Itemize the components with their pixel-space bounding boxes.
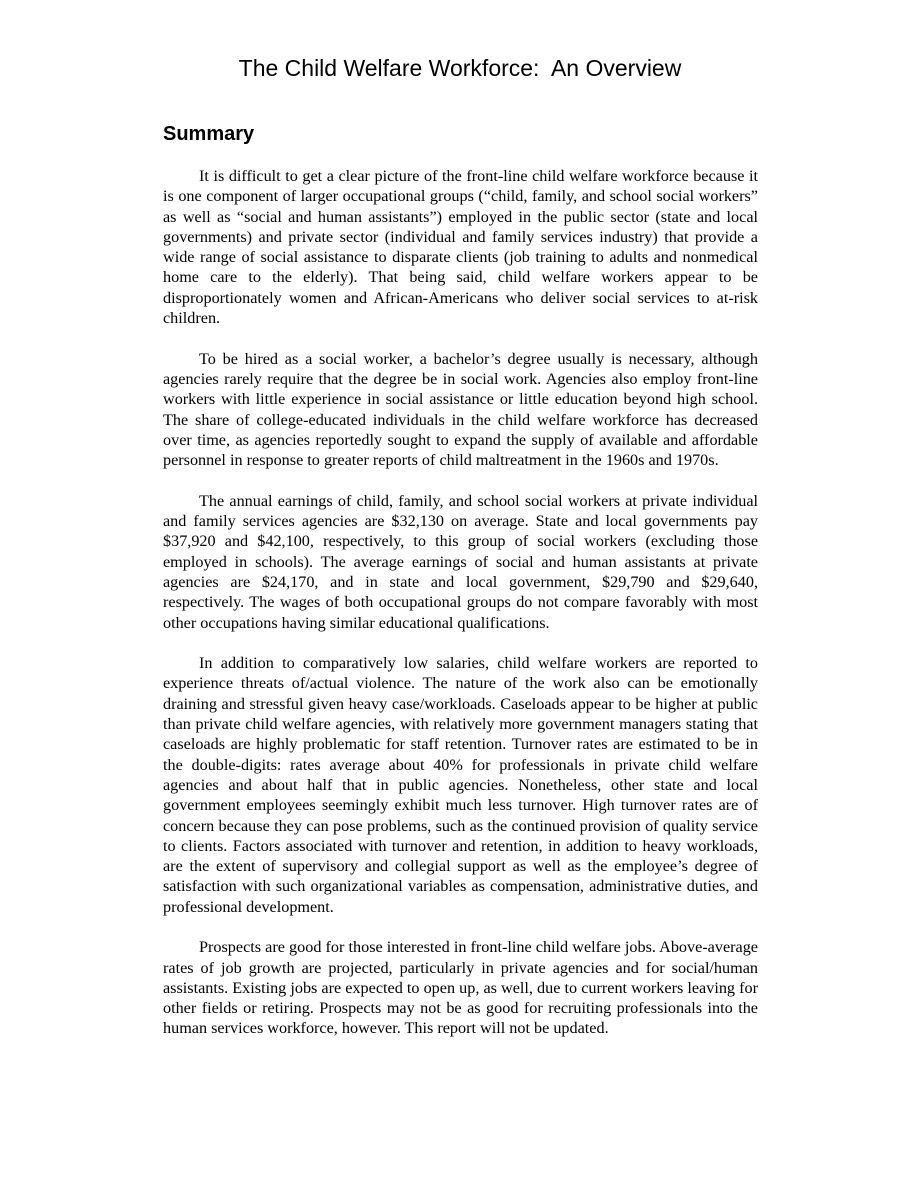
summary-paragraph-5: Prospects are good for those interested in front-line child welfare jobs. Above-average rates of job growth are projected, particularly in private agencies and for social/human assistants. Existing jobs are expected to open up, as well, due to current workers leaving for other fields or retiring. Prospects may not be as good for recruiting professionals into the human services workforce, however. This report will not be updated. (163, 938, 758, 1038)
summary-paragraph-2: To be hired as a social worker, a bachelor’s degree usually is necessary, although agencies rarely require that the degree be in social work. Agencies also employ front-line workers with little experience in social assistance or little education beyond high school. The share of college-educated individuals in the child welfare workforce has decreased over time, as agencies reportedly sought to expand the supply of available and affordable personnel in response to greater reports of child maltreatment in the 1960s and 1970s. (163, 349, 758, 470)
document-title: The Child Welfare Workforce: An Overview (238, 55, 682, 81)
summary-body (163, 166, 758, 1059)
section-heading-summary: Summary (163, 123, 255, 145)
summary-paragraph-1: It is difficult to get a clear picture of the front-line child welfare workforce because it is one component of larger occupational groups (“child, family, and school social workers” as well as “social and human assistants”) employed in the public sector (state and local governments) and private sector (individual and family services industry) that provide a wide range of social assistance to disparate clients (job training to adults and nonmedical home care to the elderly). That being said, child welfare workers appear to be disproportionately women and African-Americans who deliver social services to at-risk children. (163, 167, 758, 328)
summary-paragraph-4: In addition to comparatively low salaries, child welfare workers are reported to experience threats of/actual violence. The nature of the work also can be emotionally draining and stressful given heavy case/workloads. Caseloads appear to be higher at public than private child welfare agencies, with relatively more government managers stating that caseloads are highly problematic for staff retention. Turnover rates are estimated to be in the double-digits: rates average about 40% for professionals in private child welfare agencies and about half that in public agencies. Nonetheless, other state and local government employees seemingly exhibit much less turnover. High turnover rates are of concern because they can pose problems, such as the continued provision of quality service to clients. Factors associated with turnover and retention, in addition to heavy workloads, are the extent of supervisory and collegial support as well as the employee’s degree of satisfaction with such organizational variables as compensation, administrative duties, and professional development. (163, 654, 758, 916)
summary-paragraph-3: The annual earnings of child, family, and school social workers at private individual and family services agencies are $32,130 on average. State and local governments pay $37,920 and $42,100, respectively, to this group of social workers (excluding those employed in schools). The average earnings of social and human assistants at private agencies are $24,170, and in state and local government, $29,790 and $29,640, respectively. The wages of both occupational groups do not compare favorably with most other occupations having similar educational qualifications. (163, 491, 758, 632)
